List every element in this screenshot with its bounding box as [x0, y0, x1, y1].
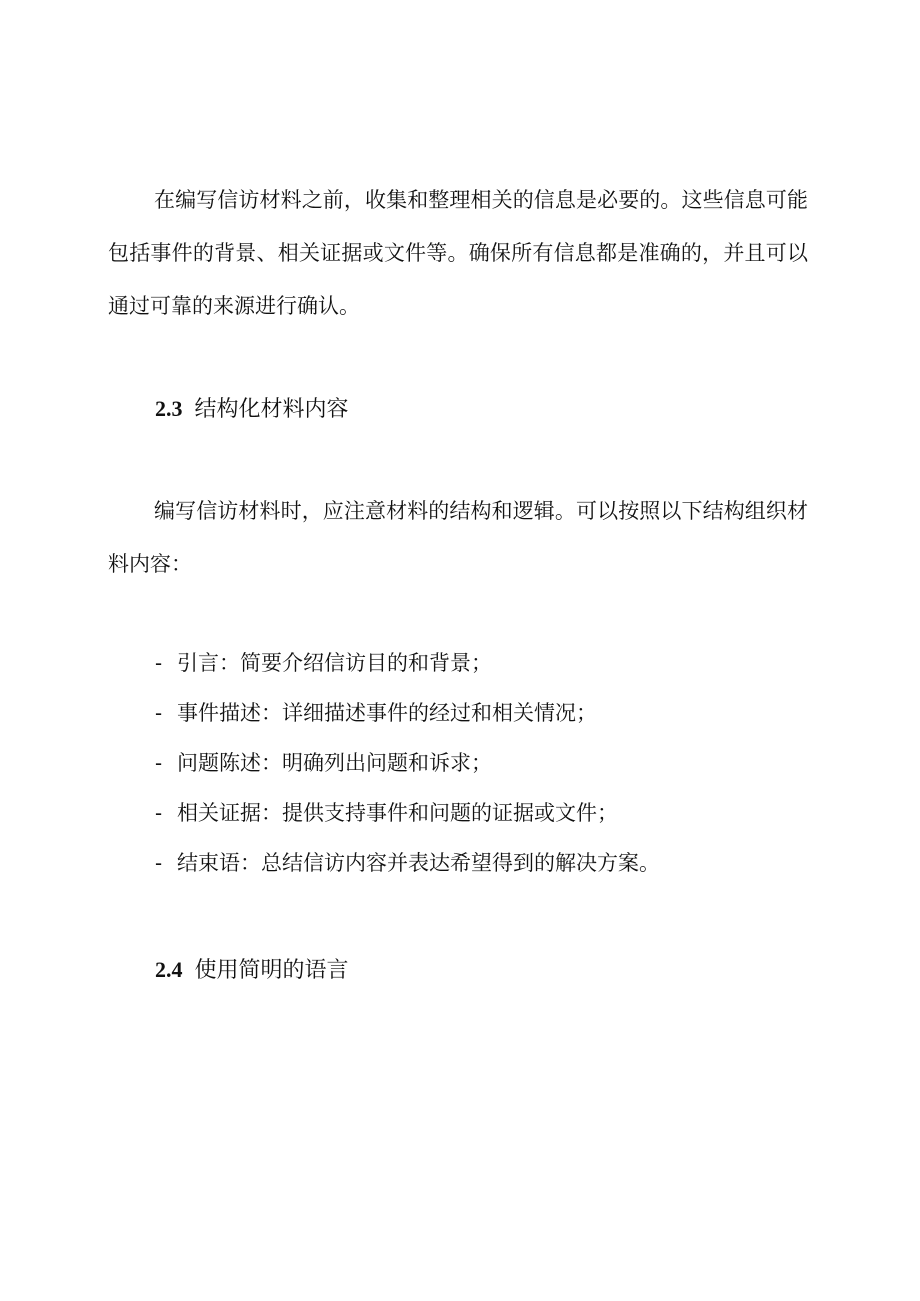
list-item: [155, 688, 815, 738]
list-marker: -: [155, 851, 163, 875]
structure-list: [155, 638, 815, 888]
paragraph-structure-intro: 编写信访材料时，应注意材料的结构和逻辑。可以按照以下结构组织材料内容：: [108, 499, 808, 576]
list-item-text: 相关证据：提供支持事件和问题的证据或文件；: [177, 801, 618, 825]
section-title: 使用简明的语言: [194, 958, 349, 983]
list-marker: -: [155, 751, 163, 775]
section-heading-2-4: [155, 955, 349, 986]
list-item: [155, 638, 815, 688]
section-title: 结构化材料内容: [194, 397, 349, 422]
list-item: [155, 738, 815, 788]
list-item-text: 引言：简要介绍信访目的和背景；: [177, 651, 492, 675]
list-item: [155, 838, 815, 888]
paragraph-info-collection: 在编写信访材料之前，收集和整理相关的信息是必要的。这些信息可能包括事件的背景、相关证据或文件等。确保所有信息都是准确的，并且可以通过可靠的来源进行确认。: [108, 188, 808, 318]
section-number: 2.3: [155, 396, 183, 421]
list-marker: -: [155, 701, 163, 725]
list-item-text: 问题陈述：明确列出问题和诉求；: [177, 751, 492, 775]
list-item-text: 事件描述：详细描述事件的经过和相关情况；: [177, 701, 597, 725]
list-marker: -: [155, 801, 163, 825]
section-number: 2.4: [155, 957, 183, 982]
list-marker: -: [155, 651, 163, 675]
list-item-text: 结束语：总结信访内容并表达希望得到的解决方案。: [177, 851, 660, 875]
section-heading-2-3: [155, 394, 349, 425]
list-item: [155, 788, 815, 838]
